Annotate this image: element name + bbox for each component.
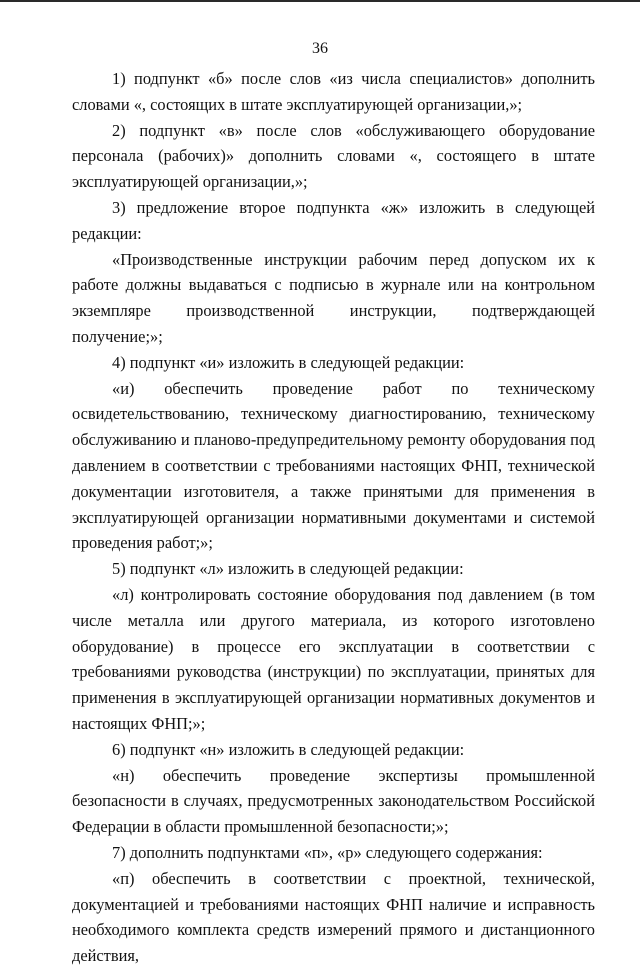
page-number: 36 xyxy=(312,40,328,57)
paragraph: 2) подпункт «в» после слов «обслуживающего оборудование персонала (рабочих)» дополнить словами «, состоящего в штате эксплуатирующей организации,»; xyxy=(72,120,595,192)
document-body xyxy=(72,66,595,969)
paragraph: «и) обеспечить проведение работ по техническому освидетельствованию, техническому диагностированию, техническому обслуживанию и планово-предупредительному ремонту оборудования под давлением в соответствии с требованиями настоящих ФНП, технической документации изготовителя, а также принятыми для применения в эксплуатирующей организации нормативными документами и системой проведения работ;»; xyxy=(72,378,595,553)
paragraph: 1) подпункт «б» после слов «из числа специалистов» дополнить словами «, состоящих в штате эксплуатирующей организации,»; xyxy=(72,69,595,114)
paragraph: «л) контролировать состояние оборудования под давлением (в том числе металла или другого материала, из которого изготовлено оборудование) в процессе его эксплуатации в соответствии с требованиями руководства (инструкции) по эксплуатации, принятых для применения в эксплуатирующей организации нормативных документов и настоящих ФНП;»; xyxy=(72,584,595,733)
top-rule xyxy=(0,0,640,2)
paragraph: 7) дополнить подпунктами «п», «р» следующего содержания: xyxy=(112,842,543,862)
paragraph: 4) подпункт «и» изложить в следующей редакции: xyxy=(112,352,465,372)
paragraph: «п) обеспечить в соответствии с проектной, технической, документацией и требованиями настоящих ФНП наличие и исправность необходимого комплекта средств измерений прямого и дистанционного действия, xyxy=(72,868,595,966)
paragraph: 3) предложение второе подпункта «ж» изложить в следующей редакции: xyxy=(72,197,595,243)
paragraph: «Производственные инструкции рабочим перед допуском их к работе должны выдаваться с подписью в журнале или на контрольном экземпляре производственной инструкции, подтверждающей получение;»; xyxy=(72,249,595,346)
paragraph: 6) подпункт «н» изложить в следующей редакции: xyxy=(112,739,465,759)
paragraph: 5) подпункт «л» изложить в следующей редакции: xyxy=(112,559,464,579)
paragraph: «н) обеспечить проведение экспертизы промышленной безопасности в случаях, предусмотренных законодательством Российской Федерации в области промышленной безопасности;»; xyxy=(72,765,595,837)
